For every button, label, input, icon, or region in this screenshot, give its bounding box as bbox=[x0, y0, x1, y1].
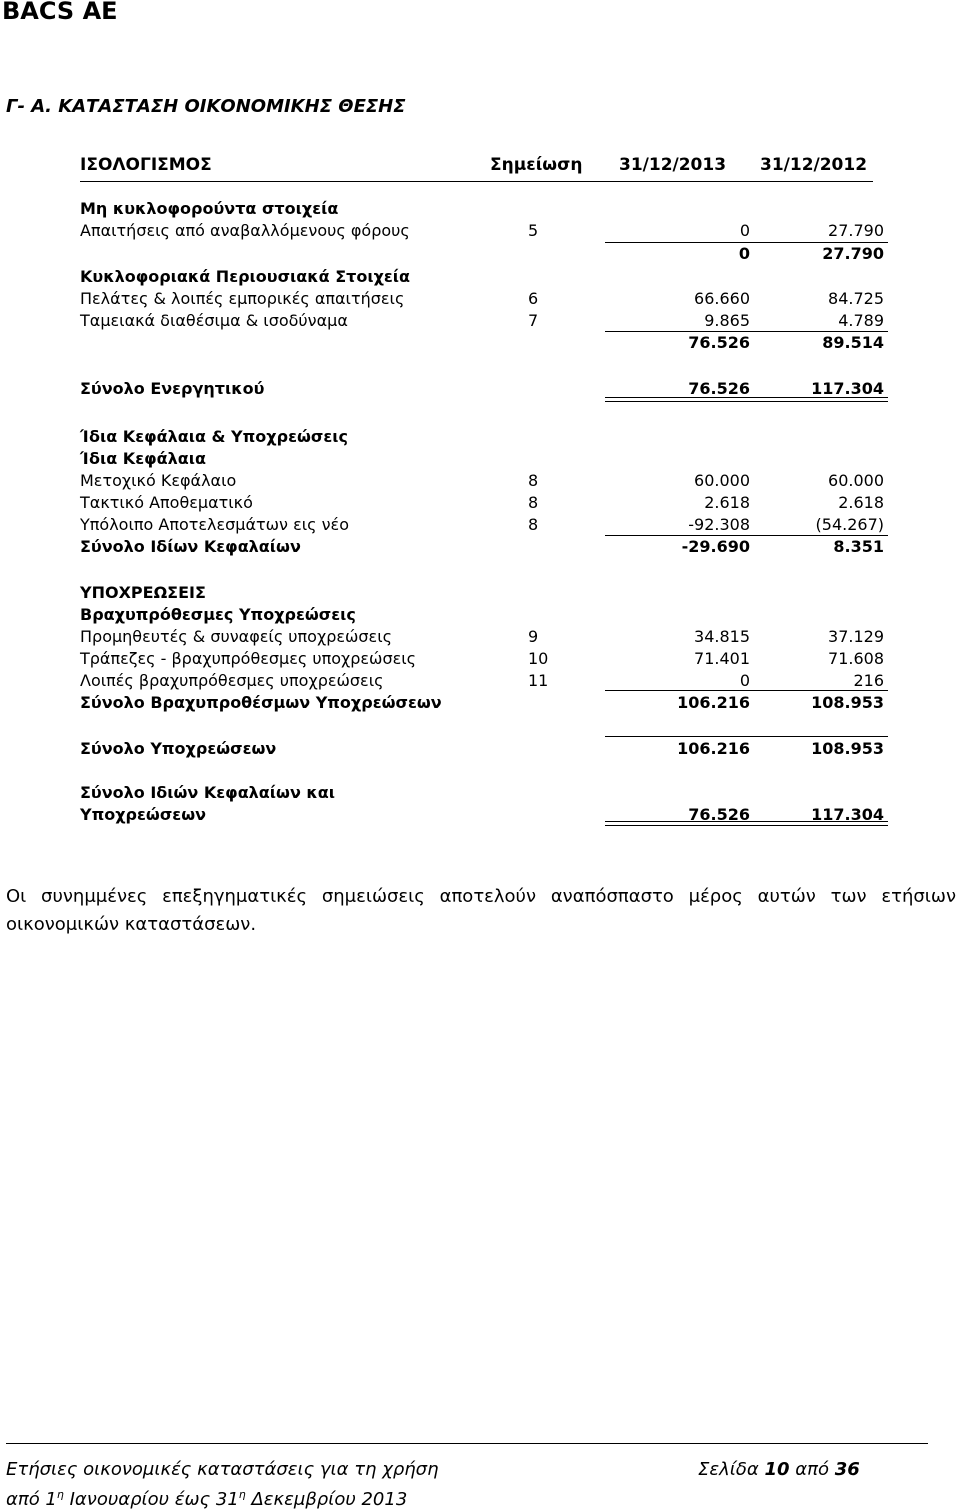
row-label: Πελάτες & λοιπές εμπορικές απαιτήσεις bbox=[80, 289, 405, 308]
table-row bbox=[0, 332, 960, 354]
page-number: Σελίδα 10 από 36 bbox=[698, 1459, 860, 1480]
row-value-2012: 2.618 bbox=[838, 493, 884, 512]
table-row bbox=[0, 470, 960, 492]
row-note: 5 bbox=[528, 221, 539, 240]
total-double-rule bbox=[605, 397, 888, 402]
table-row bbox=[0, 448, 960, 470]
table-row bbox=[0, 692, 960, 714]
row-label: Λοιπές βραχυπρόθεσμες υποχρεώσεις bbox=[80, 671, 384, 690]
row-label: Μετοχικό Κεφάλαιο bbox=[80, 471, 237, 490]
footer-period-line2: από $1^\eta$ Ιανουαρίου έως $31^\eta$ Δεκεμβρίου 2013 bbox=[6, 1488, 408, 1510]
table-row bbox=[0, 536, 960, 558]
row-value-2012: 71.608 bbox=[828, 649, 884, 668]
row-value-2013: 76.526 bbox=[688, 805, 750, 824]
row-value-2012: (54.267) bbox=[815, 515, 884, 534]
footnote: Οι συνημμένες επεξηγηματικές σημειώσεις αποτελούν αναπόσπαστο μέρος αυτών των ετήσιων οικονομικών καταστάσεων. bbox=[6, 886, 956, 935]
row-label: Υποχρεώσεων bbox=[80, 805, 206, 824]
row-value-2012: 27.790 bbox=[822, 244, 884, 263]
row-value-2012: 216 bbox=[853, 671, 884, 690]
row-value-2012: 8.351 bbox=[833, 537, 884, 556]
row-value-2013: -29.690 bbox=[681, 537, 750, 556]
row-note: 8 bbox=[528, 493, 539, 512]
row-value-2013: 76.526 bbox=[688, 333, 750, 352]
row-value-2012: 4.789 bbox=[838, 311, 884, 330]
table-row bbox=[0, 604, 960, 626]
row-value-2012: 84.725 bbox=[828, 289, 884, 308]
table-row bbox=[0, 288, 960, 310]
row-note: 10 bbox=[528, 649, 549, 668]
row-label: Σύνολο Ιδιών Κεφαλαίων και bbox=[80, 783, 335, 802]
total-rule bbox=[605, 736, 888, 737]
row-value-2012: 89.514 bbox=[822, 333, 884, 352]
header-underline bbox=[80, 181, 873, 182]
row-value-2013: 2.618 bbox=[704, 493, 750, 512]
row-label: Βραχυπρόθεσμες Υποχρεώσεις bbox=[80, 605, 356, 624]
section-title: Γ- Α. ΚΑΤΑΣΤΑΣΗ ΟΙΚΟΝΟΜΙΚΗΣ ΘΕΣΗΣ bbox=[6, 96, 406, 117]
row-value-2012: 60.000 bbox=[828, 471, 884, 490]
total-double-rule bbox=[605, 821, 888, 826]
row-value-2013: 71.401 bbox=[694, 649, 750, 668]
row-label: Τράπεζες - βραχυπρόθεσμες υποχρεώσεις bbox=[80, 649, 417, 668]
table-row bbox=[0, 198, 960, 220]
table-row bbox=[0, 670, 960, 692]
row-label: Σύνολο Υποχρεώσεων bbox=[80, 739, 277, 758]
row-value-2012: 37.129 bbox=[828, 627, 884, 646]
footer-period-line1: Ετήσιες οικονομικές καταστάσεις για τη χρήση bbox=[6, 1459, 439, 1480]
row-label: Μη κυκλοφορούντα στοιχεία bbox=[80, 199, 339, 218]
table-row bbox=[0, 582, 960, 604]
table-row bbox=[0, 492, 960, 514]
table-row bbox=[0, 648, 960, 670]
row-label: Υπόλοιπο Αποτελεσμάτων εις νέο bbox=[80, 515, 349, 534]
row-label: Ταμειακά διαθέσιμα & ισοδύναμα bbox=[80, 311, 348, 330]
row-label: Τακτικό Αποθεματικό bbox=[80, 493, 253, 512]
row-value-2013: 106.216 bbox=[677, 739, 750, 758]
row-label: Σύνολο Βραχυπροθέσμων Υποχρεώσεων bbox=[80, 693, 442, 712]
subtotal-rule bbox=[605, 242, 888, 243]
row-note: 11 bbox=[528, 671, 549, 690]
table-row bbox=[0, 514, 960, 536]
subtotal-rule bbox=[605, 535, 888, 536]
table-header-year-2013: 31/12/2013 bbox=[619, 155, 727, 175]
table-header-label: ΙΣΟΛΟΓΙΣΜΟΣ bbox=[80, 155, 212, 175]
table-row bbox=[0, 310, 960, 332]
row-label: Απαιτήσεις από αναβαλλόμενους φόρους bbox=[80, 221, 410, 240]
row-value-2013: 76.526 bbox=[688, 379, 750, 398]
row-value-2012: 27.790 bbox=[828, 221, 884, 240]
row-value-2012: 117.304 bbox=[811, 379, 884, 398]
row-label: Προμηθευτές & συναφείς υποχρεώσεις bbox=[80, 627, 393, 646]
row-label: Κυκλοφοριακά Περιουσιακά Στοιχεία bbox=[80, 267, 411, 286]
row-value-2013: 0 bbox=[738, 244, 750, 263]
row-note: 7 bbox=[528, 311, 539, 330]
footer-rule bbox=[6, 1443, 928, 1444]
row-label: Σύνολο Ιδίων Κεφαλαίων bbox=[80, 537, 301, 556]
row-value-2013: 0 bbox=[739, 221, 750, 240]
row-value-2013: 0 bbox=[739, 671, 750, 690]
table-row bbox=[0, 738, 960, 760]
row-label: Ίδια Κεφάλαια bbox=[80, 449, 206, 468]
subtotal-rule bbox=[605, 690, 888, 691]
row-value-2013: 34.815 bbox=[694, 627, 750, 646]
row-label: Σύνολο Ενεργητικού bbox=[80, 379, 265, 398]
table-row bbox=[0, 782, 960, 804]
row-value-2013: -92.308 bbox=[688, 515, 750, 534]
row-value-2013: 60.000 bbox=[694, 471, 750, 490]
table-row bbox=[0, 220, 960, 242]
subtotal-rule bbox=[605, 331, 888, 332]
company-name: BACS AE bbox=[2, 0, 118, 25]
row-label: Ίδια Κεφάλαια & Υποχρεώσεις bbox=[80, 427, 348, 446]
row-label: ΥΠΟΧΡΕΩΣΕΙΣ bbox=[80, 583, 206, 602]
row-note: 9 bbox=[528, 627, 539, 646]
row-note: 8 bbox=[528, 471, 539, 490]
row-value-2013: 9.865 bbox=[704, 311, 750, 330]
row-note: 8 bbox=[528, 515, 539, 534]
row-value-2013: 66.660 bbox=[694, 289, 750, 308]
row-note: 6 bbox=[528, 289, 539, 308]
row-value-2012: 117.304 bbox=[811, 805, 884, 824]
table-row bbox=[0, 426, 960, 448]
table-row bbox=[0, 626, 960, 648]
table-row bbox=[0, 266, 960, 288]
row-value-2012: 108.953 bbox=[811, 693, 884, 712]
table-header-note: Σημείωση bbox=[490, 155, 583, 175]
table-header-year-2012: 31/12/2012 bbox=[760, 155, 868, 175]
table-row bbox=[0, 243, 960, 265]
row-value-2012: 108.953 bbox=[811, 739, 884, 758]
row-value-2013: 106.216 bbox=[677, 693, 750, 712]
